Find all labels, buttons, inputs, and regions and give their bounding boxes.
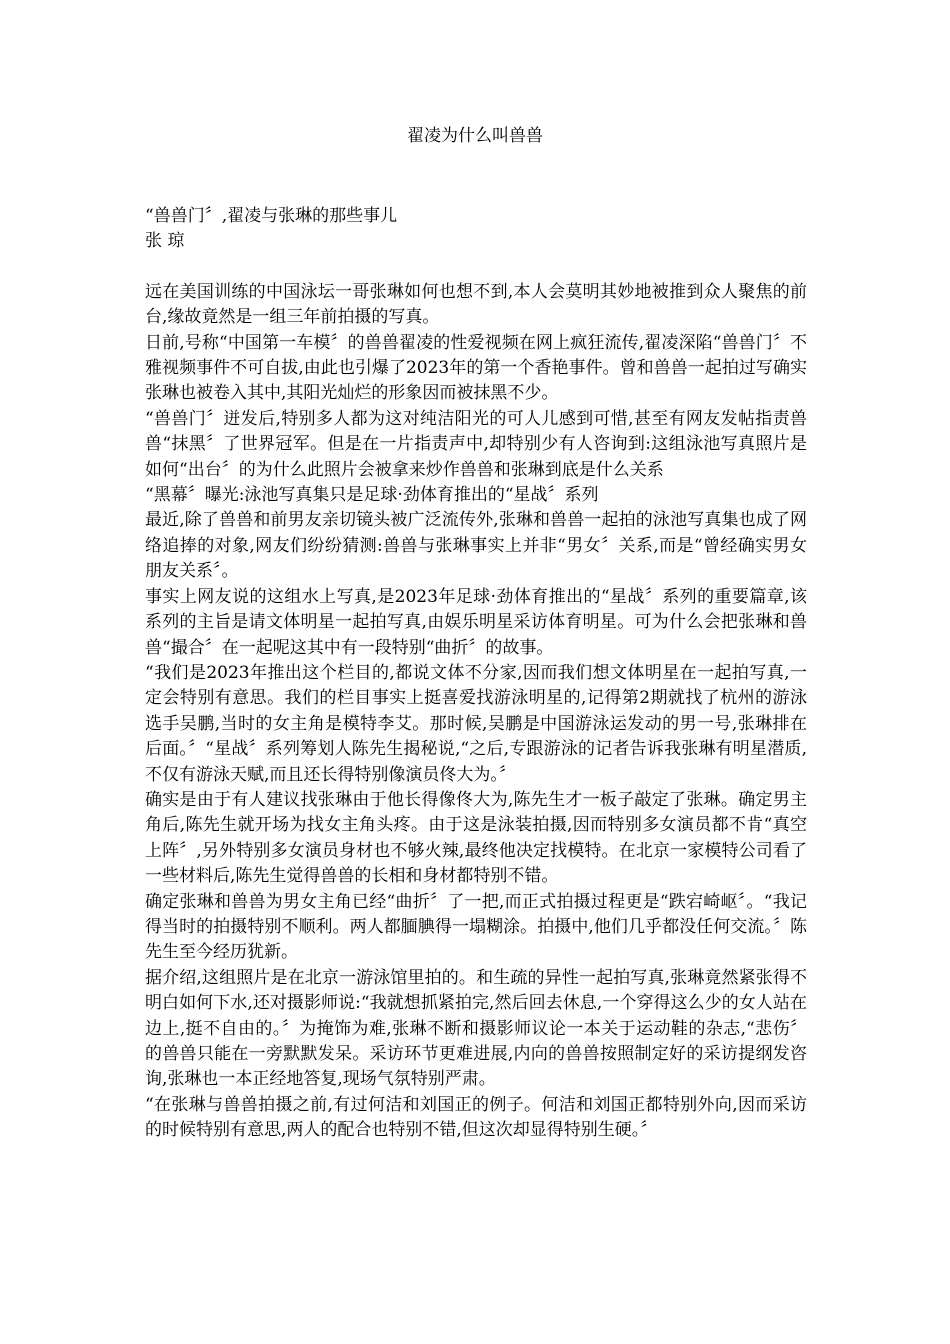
paragraph: 确实是由于有人建议找张琳由于他长得像佟大为,陈先生才一板子敲定了张琳。确定男主角后,陈先生就开场为找女主角头疼。由于这是泳装拍摄,因而特别多女演员都不肯“真空上阵〞,另外特别多女演员身材也不够火辣,最终他决定找模特。在北京一家模特公司看了一些材料后,陈先生觉得兽兽的长相和身材都特别不错。 [145,789,807,887]
paragraph: “在张琳与兽兽拍摄之前,有过何洁和刘国正的例子。何洁和刘国正都特别外向,因而采访的时候特别有意思,两人的配合也特别不错,但这次却显得特别生硬。〞 [145,1094,807,1141]
section-heading: “黑幕〞曝光:泳池写真集只是足球·劲体育推出的“星战〞系列 [145,485,599,506]
paragraph: “兽兽门〞迸发后,特别多人都为这对纯洁阳光的可人儿感到可惜,甚至有网友发帖指责兽兽“抹黑〞了世界冠军。但是在一片指责声中,却特别少有人咨询到:这组泳池写真照片是如何“出台〞的为什么此照片会被拿来炒作兽兽和张琳到底是什么关系 [145,408,807,480]
paragraph: 日前,号称“中国第一车模〞的兽兽翟凌的性爱视频在网上疯狂流传,翟凌深陷“兽兽门〞不雅视频事件不可自拔,由此也引爆了2023年的第一个香艳事件。曾和兽兽一起拍过写确实张琳也被卷入其中,其阳光灿烂的形象因而被抹黑不少。 [145,332,807,404]
paragraph: 据介绍,这组照片是在北京一游泳馆里拍的。和生疏的异性一起拍写真,张琳竟然紧张得不明白如何下水,还对摄影师说:“我就想抓紧拍完,然后回去休息,一个穿得这么少的女人站在边上,挺不自由的。〞为掩饰为难,张琳不断和摄影师议论一本关于运动鞋的杂志,“悲伤〞的兽兽只能在一旁默默发呆。采访环节更难进展,内向的兽兽按照制定好的采访提纲发咨询,张琳也一本正经地答复,现场气氛特别严肃。 [145,967,807,1090]
blank-line [145,255,807,280]
article-subtitle: “兽兽门〞,翟凌与张琳的那些事儿 [145,206,398,226]
paragraph: 远在美国训练的中国泳坛一哥张琳如何也想不到,本人会莫明其妙地被推到众人聚焦的前台,缘故竟然是一组三年前拍摄的写真。 [145,281,807,328]
paragraph: 确定张琳和兽兽为男女主角已经“曲折〞了一把,而正式拍摄过程更是“跌宕崎岖〞。“我记得当时的拍摄特别不顺利。两人都腼腆得一塌糊涂。拍摄中,他们几乎都没任何交流。〞陈先生至今经历犹新。 [145,891,807,963]
paragraph: “我们是2023年推出这个栏目的,都说文体不分家,因而我们想文体明星在一起拍写真,一定会特别有意思。我们的栏目事实上挺喜爱找游泳明星的,记得第2期就找了杭州的游泳选手吴鹏,当时的女主角是模特李艾。那时候,吴鹏是中国游泳运发动的男一号,张琳排在后面。〞“星战〞系列筹划人陈先生揭秘说,“之后,专跟游泳的记者告诉我张琳有明星潜质,不仅有游泳天赋,而且还长得特别像演员佟大为。〞 [145,662,807,785]
article-author: 张 琼 [145,231,185,252]
document-title: 翟凌为什么叫兽兽 [407,126,543,146]
paragraph: 最近,除了兽兽和前男友亲切镜头被广泛流传外,张琳和兽兽一起拍的泳池写真集也成了网络追捧的对象,网友们纷纷猜测:兽兽与张琳事实上并非“男女〞关系,而是“曾经确实男女朋友关系〞。 [145,510,807,582]
paragraph: 事实上网友说的这组水上写真,是2023年足球·劲体育推出的“星战〞系列的重要篇章,该系列的主旨是请文体明星一起拍写真,由娱乐明星采访体育明星。可为什么会把张琳和兽兽“撮合〞在一起呢这其中有一段特别“曲折〞的故事。 [145,586,807,658]
document-body [145,204,807,1144]
